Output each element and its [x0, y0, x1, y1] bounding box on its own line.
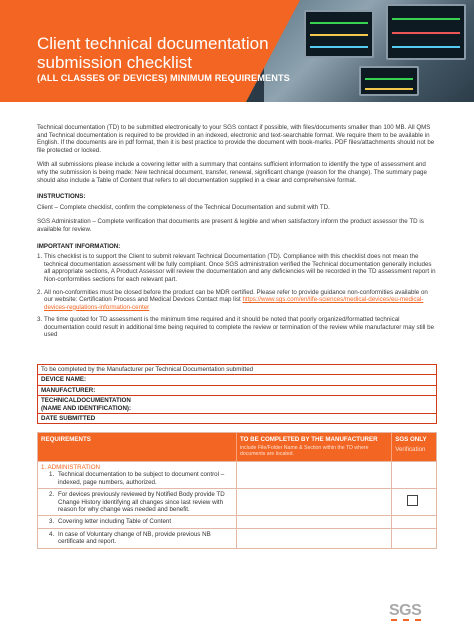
item-number: 3. — [37, 316, 43, 324]
instructions-client: Client – Complete checklist, confirm the completeness of the Technical Documentation and submit with TD. — [37, 203, 330, 211]
table-row — [38, 461, 436, 488]
table-row — [38, 528, 436, 548]
manufacturer-field[interactable]: MANUFACTURER: — [38, 386, 436, 396]
manufacturer-input-cell[interactable] — [237, 529, 392, 548]
requirements-table — [37, 432, 437, 549]
table-row — [38, 488, 436, 515]
item-text: The time quoted for TD assessment is the minimum time required and it should be noted that poorly organized/formatted technical documentation could result in additional time being required to complete the review or termination of the review while manufacturer may still be used — [44, 316, 435, 339]
important-item — [37, 253, 437, 283]
header-sgs-title: SGS ONLY — [395, 436, 427, 443]
item-number: 4. — [49, 530, 55, 538]
header-requirements: REQUIREMENTS — [38, 433, 237, 461]
requirement-item — [41, 491, 233, 513]
sgs-verification-cell — [392, 489, 436, 515]
document-body — [37, 124, 437, 344]
document-subtitle: (ALL CLASSES OF DEVICES) MINIMUM REQUIREMENTS — [37, 73, 290, 83]
date-submitted-field[interactable]: DATE SUBMITTED — [41, 415, 96, 423]
manufacturer-input-cell[interactable] — [237, 462, 392, 488]
logo-accent-bar — [415, 619, 421, 621]
header-manufacturer-title: TO BE COMPLETED BY THE MANUFACTURER — [239, 436, 378, 443]
header-manufacturer — [237, 433, 392, 461]
requirement-item — [41, 518, 233, 525]
table-header-row — [38, 433, 436, 461]
item-number: 2. — [37, 288, 43, 296]
requirement-cell — [38, 462, 237, 488]
requirement-cell — [38, 529, 237, 548]
item-text: All non-conformities must be closed before the product can be MDR certified. Please refer to provide guidance non-conformities available on our website: Certification Process and Medical Devices Contact map list — [44, 288, 428, 304]
header-verification: Verification — [395, 446, 426, 453]
instructions-sgs: SGS Administration – Complete verification that documents are present & legible and when satisfactory inform the product assessor the TD is available for review. — [37, 218, 424, 233]
technical-documentation-field[interactable] — [38, 396, 436, 414]
manufacturer-info-table — [37, 364, 437, 424]
verification-checkbox[interactable] — [407, 495, 418, 506]
item-text: Covering letter including Table of Content — [58, 518, 172, 526]
logo-accent-bar — [403, 619, 409, 621]
instructions-heading: INSTRUCTIONS: — [37, 193, 86, 201]
manufacturer-input-cell[interactable] — [237, 516, 392, 527]
sgs-verification-cell — [392, 529, 436, 548]
category-administration: 1. ADMINISTRATION — [41, 464, 101, 471]
item-number: 1. — [37, 253, 43, 261]
item-number: 1. — [49, 471, 55, 479]
important-heading: IMPORTANT INFORMATION: — [37, 242, 121, 250]
item-text-wrapper — [44, 289, 437, 312]
device-name-field[interactable]: DEVICE NAME: — [38, 375, 436, 385]
header-sgs-only — [392, 433, 436, 461]
item-text: Technical documentation to be subject to document control – indexed, page numbers, authorized. — [58, 471, 225, 486]
sgs-verification-cell — [392, 516, 436, 527]
header-manufacturer-note: include File/Folder Name & Section within the TD where documents are located. — [239, 445, 369, 457]
td-label-line-1: TECHNICALDOCUMENTATION — [41, 397, 131, 405]
sgs-logo-text: SGS — [389, 602, 422, 619]
important-item — [37, 289, 437, 312]
table-row — [38, 515, 436, 527]
item-text: This checklist is to support the Client to submit relevant Technical Documentation (TD). Compliance with this checklist does not mean the technical documentation assessment will be fully compliant. Once SGS administration verified the Technical documentation generally includes all appropriate sections, A Product Assessor will review the documentation and any deficiencies will be recorded in the TD assessment report in Non-conformities sections for each relevant part. — [44, 253, 436, 283]
requirement-item — [41, 531, 233, 546]
item-number: 2. — [49, 491, 55, 499]
important-item — [37, 316, 437, 339]
td-label-line-2: (NAME AND IDENTIFICATION): — [41, 404, 132, 412]
requirement-cell — [38, 489, 237, 515]
sgs-logo — [389, 602, 439, 620]
sgs-verification-cell — [392, 462, 436, 488]
table-caption: To be completed by the Manufacturer per Technical Documentation submitted — [38, 365, 436, 375]
item-number: 3. — [49, 518, 55, 526]
item-text: For devices previously reviewed by Notified Body provide TD Change History identifying all changes since last review with reason for why change was needed and benefit. — [58, 491, 225, 514]
item-text: In case of Voluntary change of NB, provide previous NB certificate and report. — [58, 530, 211, 546]
sgs-info-center-link[interactable]: https://www.sgs.com/en/life-sciences/medical-devices/eu-medical-devices-regulations-information-center — [44, 296, 424, 311]
requirement-item — [41, 471, 233, 486]
intro-paragraph-2: With all submissions please include a covering letter with a summary that contains sufficient information to identify the type of assessment and why the submission is being made: New technical document, transfer, renewal, significant change (reason for the change). The summary page should also include a Table of Content that refers to all documentation supplied in a clear and comprehensive format. — [37, 161, 427, 184]
document-title: Client technical documentation submission checklist — [37, 34, 269, 72]
intro-paragraph-1: Technical documentation (TD) to be submitted electronically to your SGS contact if possible, with files/documents smaller than 100 MB. All QMS and Technical documentation is required to be provided in an indexed, electronic and text-searchable format. We require them to be available in English. If the documents are in pdf format, then it is best practice to provide the document with book-marks. PDF files/attachments should not be file protected or locked. — [37, 124, 435, 154]
logo-accent-bar — [391, 619, 397, 621]
header-banner — [0, 0, 474, 102]
manufacturer-input-cell[interactable] — [237, 489, 392, 515]
requirement-cell — [38, 516, 237, 527]
